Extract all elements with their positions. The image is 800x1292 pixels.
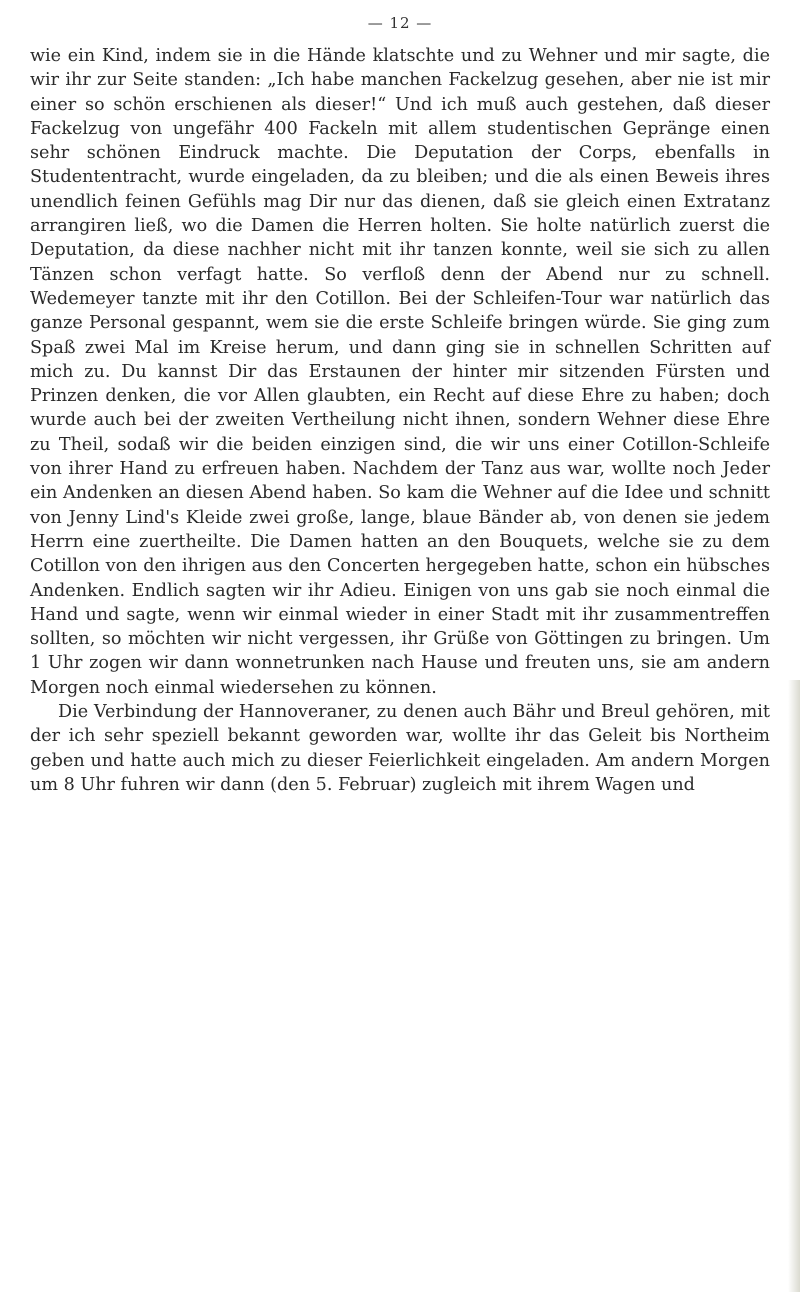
paragraph-2: Die Verbindung der Hannoveraner, zu denen auch Bähr und Breul gehören, mit der ich sehr speziell bekannt geworden war, wollte ihr das Geleit bis Northeim geben und hatte auch mich zu dieser Feierlichkeit eingeladen. Am andern Morgen um 8 Uhr fuhren wir dann (den 5. Februar) zugleich mit ihrem Wagen und [30,702,770,795]
page-number: — 12 — [367,14,433,32]
page-edge-shadow [788,680,800,1292]
paragraph-1: wie ein Kind, indem sie in die Hände klatschte und zu Wehner und mir sagte, die wir ihr zur Seite standen: „Ich habe manchen Fackelzug gesehen, aber nie ist mir einer so schön erschienen als dieser!“ Und ich muß auch gestehen, daß dieser Fackelzug von ungefähr 400 Fackeln mit allem studentischen Gepränge einen sehr schönen Eindruck machte. Die Deputation der Corps, ebenfalls in Studententracht, wurde eingeladen, da zu bleiben; und die als einen Beweis ihres unendlich feinen Gefühls mag Dir nur das dienen, daß sie gleich einen Extratanz arrangiren ließ, wo die Damen die Herren holten. Sie holte natürlich zuerst die Deputation, da diese nachher nicht mit ihr tanzen konnte, weil sie sich zu allen Tänzen schon verfagt hatte. So verfloß denn der Abend nur zu schnell. Wedemeyer tanzte mit ihr den Cotillon. Bei der Schleifen-Tour war natürlich das ganze Personal gespannt, wem sie die erste Schleife bringen würde. Sie ging zum Spaß zwei Mal im Kreise herum, und dann ging sie in schnellen Schritten auf mich zu. Du kannst Dir das Erstaunen der hinter mir sitzenden Fürsten und Prinzen denken, die vor Allen glaubten, ein Recht auf diese Ehre zu haben; doch wurde auch bei der zweiten Vertheilung nicht ihnen, sondern Wehner diese Ehre zu Theil, sodaß wir die beiden einzigen sind, die wir uns einer Cotillon-Schleife von ihrer Hand zu erfreuen haben. Nachdem der Tanz aus war, wollte noch Jeder ein Andenken an diesen Abend haben. So kam die Wehner auf die Idee und schnitt von Jenny Lind's Kleide zwei große, lange, blaue Bänder ab, von denen sie jedem Herrn eine zuertheilte. Die Damen hatten an den Bouquets, welche sie zu dem Cotillon von den ihrigen aus den Concerten hergegeben hatte, schon ein hübsches Andenken. Endlich sagten wir ihr Adieu. Einigen von uns gab sie noch einmal die Hand und sagte, wenn wir einmal wieder in einer Stadt mit ihr zusammentreffen sollten, so möchten wir nicht vergessen, ihr Grüße von Göttingen zu bringen. Um 1 Uhr zogen wir dann wonnetrunken nach Hause und freuten uns, sie am andern Morgen noch einmal wiedersehen zu können. [30,46,770,698]
body-text [30,44,770,797]
